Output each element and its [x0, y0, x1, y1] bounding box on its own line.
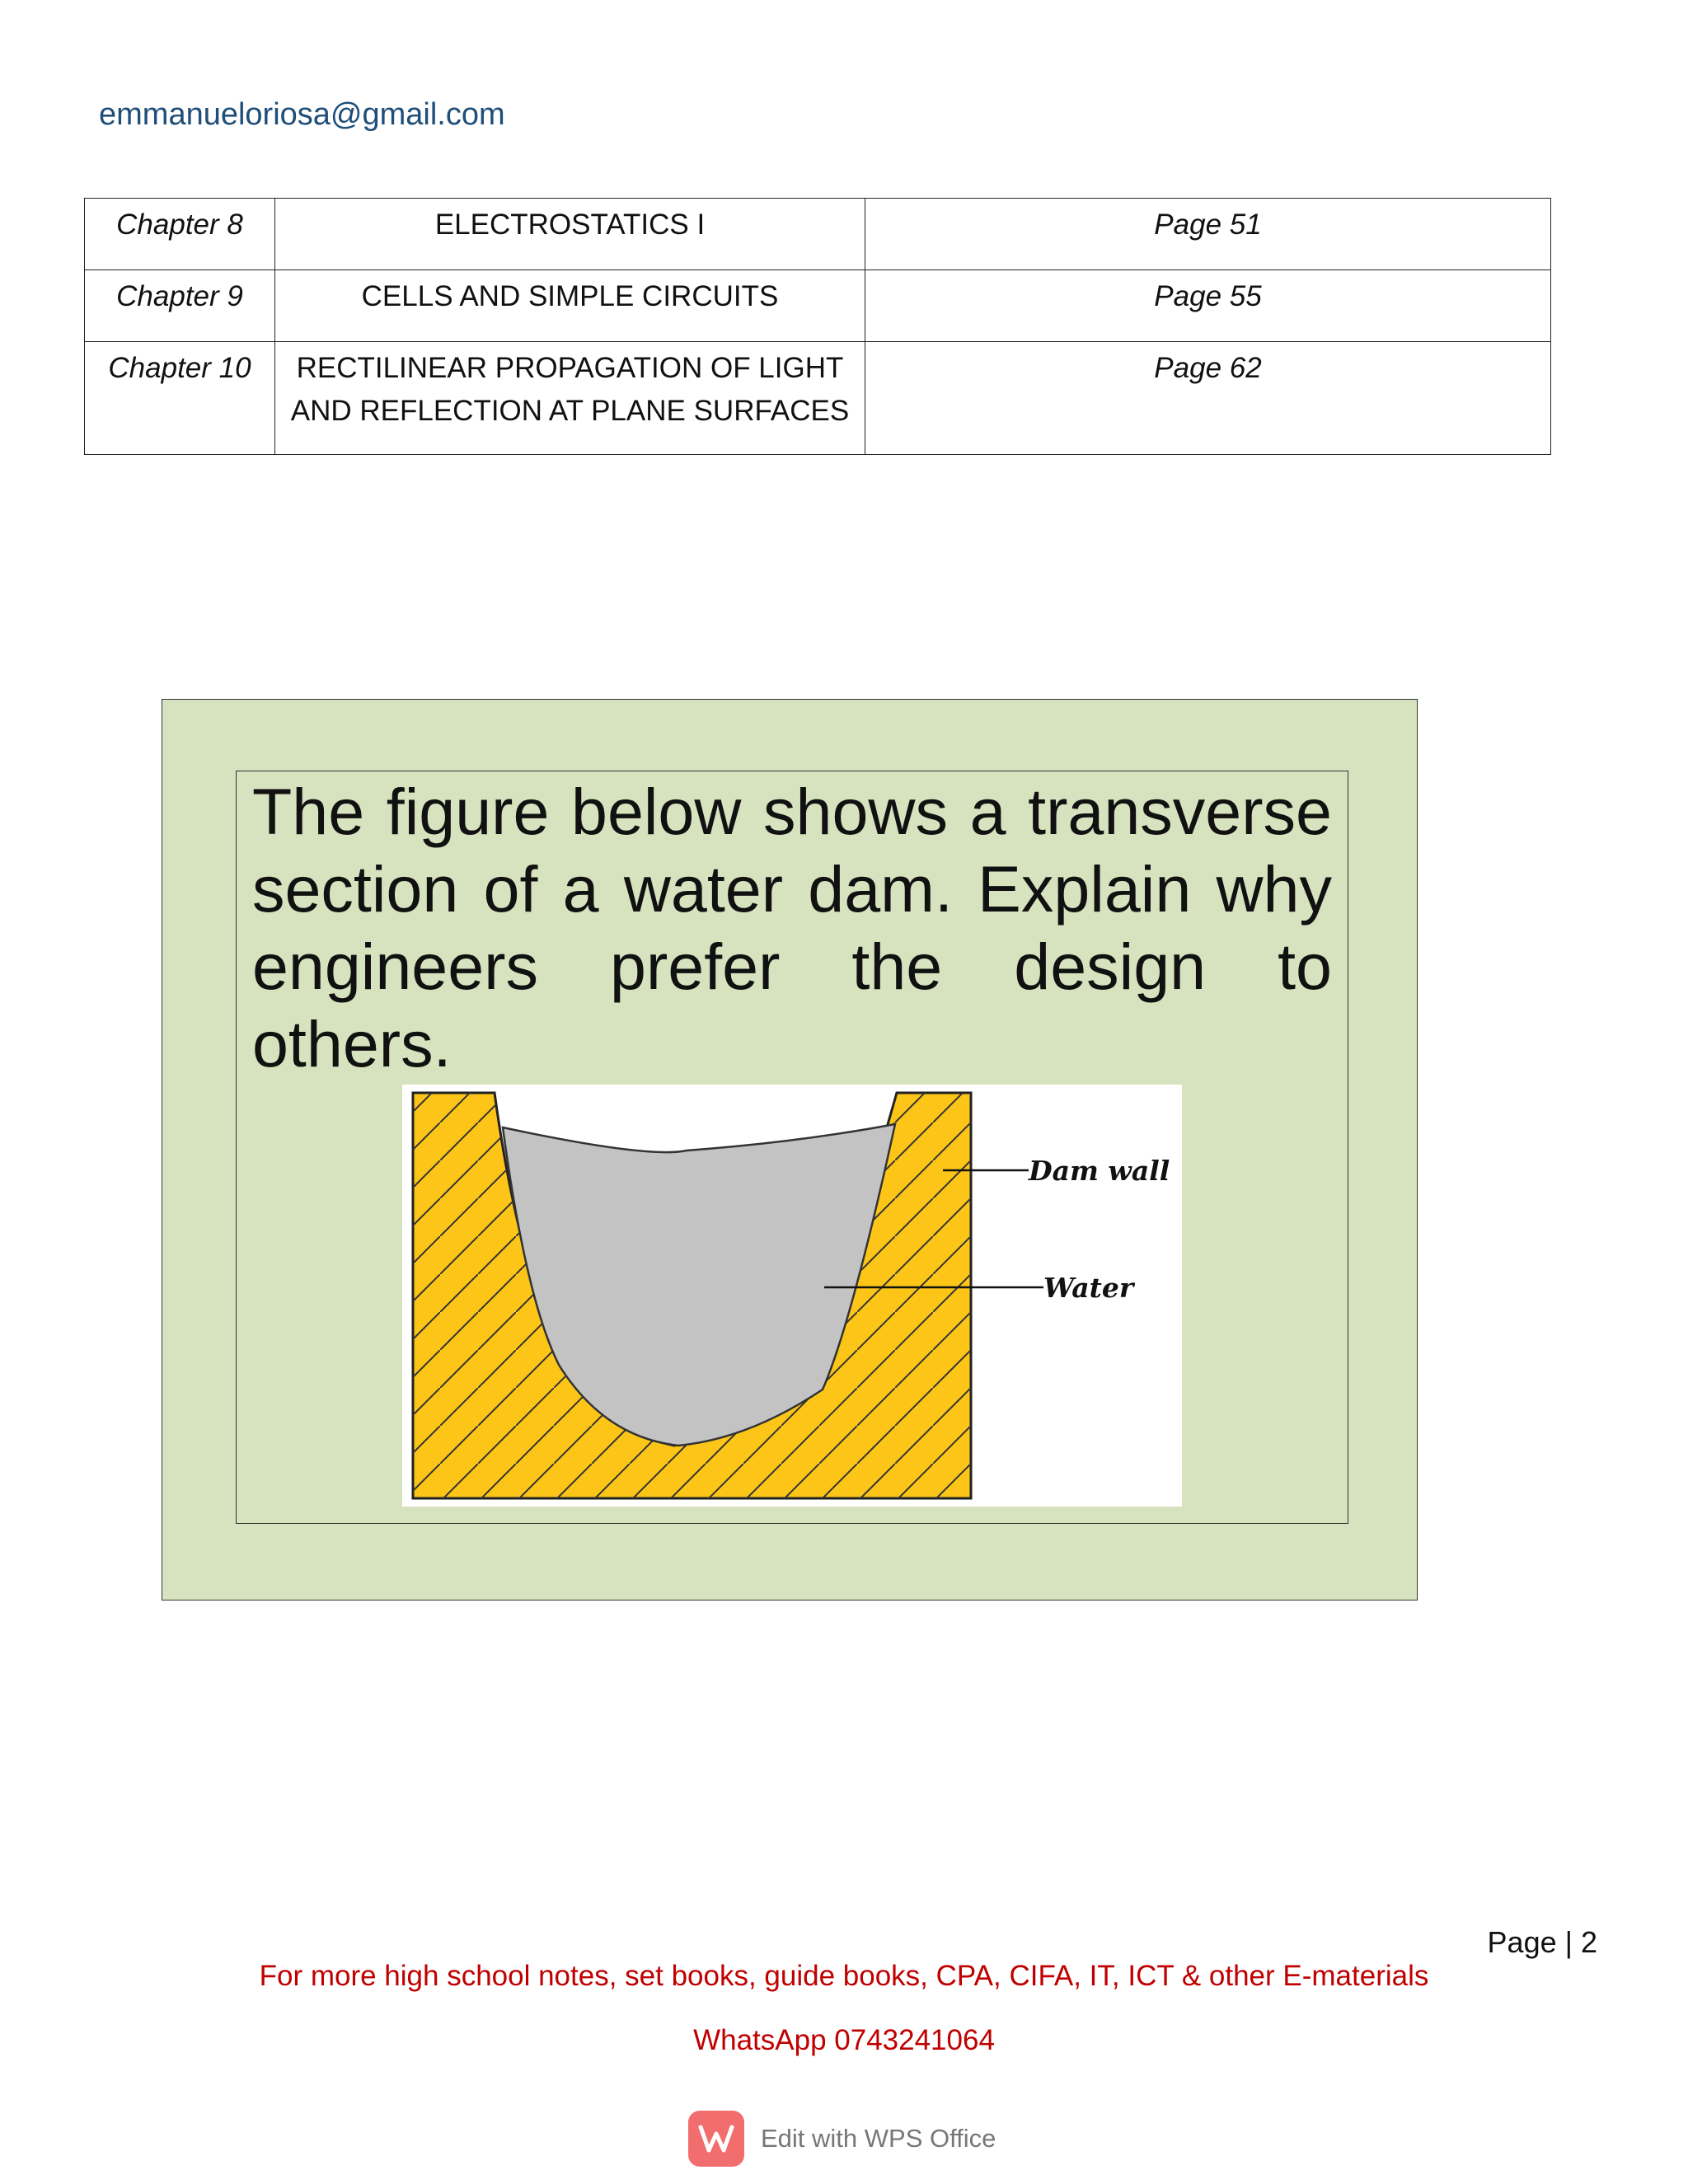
page-cell: Page 51 [865, 199, 1551, 270]
chapter-title-cell: CELLS AND SIMPLE CIRCUITS [275, 270, 865, 342]
wps-logo-icon [688, 2111, 744, 2167]
page-cell: Page 55 [865, 270, 1551, 342]
edit-with-wps-button[interactable] [688, 2110, 996, 2168]
table-row [85, 199, 1551, 270]
promo-line: For more high school notes, set books, guide books, CPA, CIFA, IT, ICT & other E-materials [259, 1960, 1429, 1992]
table-of-contents [84, 198, 1551, 455]
table-row [85, 270, 1551, 342]
chapter-cell: Chapter 10 [85, 342, 275, 455]
header-email: emmanueloriosa@gmail.com [99, 97, 505, 132]
dam-diagram [402, 1085, 1182, 1507]
wps-label: Edit with WPS Office [761, 2124, 996, 2153]
chapter-cell: Chapter 9 [85, 270, 275, 342]
whatsapp-line: WhatsApp 0743241064 [693, 2024, 995, 2056]
question-text: The figure below shows a transverse section of a water dam. Explain why engineers prefer the design to others. [252, 775, 1332, 1080]
chapter-title-cell: RECTILINEAR PROPAGATION OF LIGHT AND REFLECTION AT PLANE SURFACES [275, 342, 865, 455]
page-number: Page | 2 [1487, 1925, 1597, 1959]
page-cell: Page 62 [865, 342, 1551, 455]
table-row [85, 342, 1551, 455]
chapter-cell: Chapter 8 [85, 199, 275, 270]
dam-figure [402, 1085, 1182, 1507]
water-label: Water [1043, 1272, 1134, 1304]
dam-wall-label: Dam wall [1029, 1155, 1170, 1187]
chapter-title-cell: ELECTROSTATICS I [275, 199, 865, 270]
